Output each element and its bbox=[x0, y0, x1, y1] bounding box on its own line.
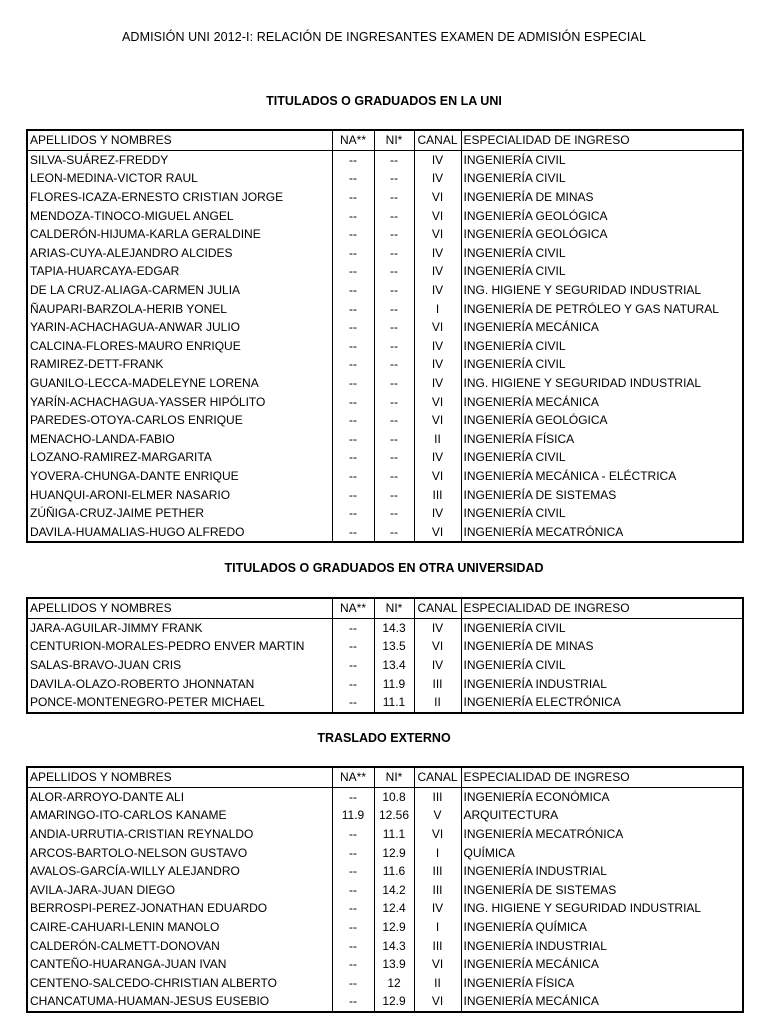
cell-esp: ING. HIGIENE Y SEGURIDAD INDUSTRIAL bbox=[463, 283, 702, 298]
cell-ni: 13.4 bbox=[374, 656, 414, 675]
column-header-name: APELLIDOS Y NOMBRES bbox=[27, 598, 332, 618]
cell-ni: 12.56 bbox=[374, 806, 414, 825]
table-row bbox=[27, 318, 743, 337]
cell-esp: INGENIERÍA GEOLÓGICA bbox=[463, 413, 608, 428]
cell-ni: 12.4 bbox=[374, 899, 414, 918]
cell-name: YOVERA-CHUNGA-DANTE ENRIQUE bbox=[27, 467, 332, 486]
cell-canal: I bbox=[414, 918, 461, 937]
table-row bbox=[27, 955, 743, 974]
cell-esp: QUÍMICA bbox=[463, 845, 515, 860]
cell-esp: INGENIERÍA INDUSTRIAL bbox=[463, 676, 607, 691]
cell-esp: INGENIERÍA FÍSICA bbox=[463, 975, 575, 990]
cell-esp: INGENIERÍA MECÁNICA bbox=[463, 957, 599, 972]
cell-canal: IV bbox=[414, 618, 461, 637]
cell-na: -- bbox=[332, 522, 374, 542]
section-title-traslado-externo: TRASLADO EXTERNO bbox=[317, 731, 451, 745]
cell-name: SILVA-SUÁREZ-FREDDY bbox=[27, 150, 332, 169]
table-row bbox=[27, 899, 743, 918]
cell-esp: INGENIERÍA DE MINAS bbox=[463, 639, 594, 654]
cell-name: RAMIREZ-DETT-FRANK bbox=[27, 355, 332, 374]
cell-na: -- bbox=[332, 244, 374, 263]
cell-ni: -- bbox=[374, 467, 414, 486]
cell-name: YARIN-ACHACHAGUA-ANWAR JULIO bbox=[27, 318, 332, 337]
table-row bbox=[27, 806, 743, 825]
cell-name: AVILA-JARA-JUAN DIEGO bbox=[27, 881, 332, 900]
cell-name: AVALOS-GARCÍA-WILLY ALEJANDRO bbox=[27, 862, 332, 881]
table-row bbox=[27, 881, 743, 900]
column-header-ni: NI* bbox=[374, 130, 414, 150]
cell-ni: 12 bbox=[374, 974, 414, 993]
cell-canal: IV bbox=[414, 504, 461, 523]
table-row bbox=[27, 656, 743, 675]
cell-ni: 10.8 bbox=[374, 787, 414, 806]
cell-canal: VI bbox=[414, 467, 461, 486]
cell-esp: INGENIERÍA DE SISTEMAS bbox=[463, 882, 617, 897]
cell-esp: INGENIERÍA CIVIL bbox=[463, 264, 566, 279]
cell-na: -- bbox=[332, 411, 374, 430]
table-row bbox=[27, 862, 743, 881]
table-row bbox=[27, 355, 743, 374]
cell-name: SALAS-BRAVO-JUAN CRIS bbox=[27, 656, 332, 675]
table-header-row bbox=[27, 767, 743, 787]
cell-canal: III bbox=[414, 936, 461, 955]
cell-esp: INGENIERÍA MECATRÓNICA bbox=[463, 524, 624, 539]
cell-na: -- bbox=[332, 936, 374, 955]
cell-ni: -- bbox=[374, 188, 414, 207]
cell-name: CENTENO-SALCEDO-CHRISTIAN ALBERTO bbox=[27, 974, 332, 993]
cell-canal: II bbox=[414, 974, 461, 993]
column-header-na: NA** bbox=[332, 598, 374, 618]
cell-esp: INGENIERÍA MECÁNICA bbox=[463, 320, 599, 335]
table-row bbox=[27, 448, 743, 467]
cell-na: -- bbox=[332, 337, 374, 356]
cell-name: DAVILA-HUAMALIAS-HUGO ALFREDO bbox=[27, 522, 332, 542]
column-header-name: APELLIDOS Y NOMBRES bbox=[27, 767, 332, 787]
cell-esp: INGENIERÍA MECATRÓNICA bbox=[463, 827, 624, 842]
cell-canal: III bbox=[414, 674, 461, 693]
cell-na: -- bbox=[332, 430, 374, 449]
column-header-canal: CANAL bbox=[414, 130, 461, 150]
cell-na: -- bbox=[332, 281, 374, 300]
cell-ni: -- bbox=[374, 262, 414, 281]
cell-ni: -- bbox=[374, 299, 414, 318]
table-header-row bbox=[27, 598, 743, 618]
cell-ni: 11.1 bbox=[374, 825, 414, 844]
column-header-esp: ESPECIALIDAD DE INGRESO bbox=[461, 130, 743, 150]
cell-name: YARÍN-ACHACHAGUA-YASSER HIPÓLITO bbox=[27, 392, 332, 411]
cell-canal: VI bbox=[414, 318, 461, 337]
cell-name: CHANCATUMA-HUAMAN-JESUS EUSEBIO bbox=[27, 992, 332, 1012]
cell-na: -- bbox=[332, 843, 374, 862]
column-header-name: APELLIDOS Y NOMBRES bbox=[27, 130, 332, 150]
table-row bbox=[27, 637, 743, 656]
cell-name: CAIRE-CAHUARI-LENIN MANOLO bbox=[27, 918, 332, 937]
cell-canal: I bbox=[414, 843, 461, 862]
cell-canal: IV bbox=[414, 244, 461, 263]
table-row bbox=[27, 787, 743, 806]
table-row bbox=[27, 337, 743, 356]
cell-esp: INGENIERÍA FÍSICA bbox=[463, 431, 575, 446]
cell-esp: INGENIERÍA INDUSTRIAL bbox=[463, 864, 607, 879]
cell-na: -- bbox=[332, 992, 374, 1012]
cell-esp: INGENIERÍA INDUSTRIAL bbox=[463, 938, 607, 953]
cell-name: LOZANO-RAMIREZ-MARGARITA bbox=[27, 448, 332, 467]
cell-canal: VI bbox=[414, 955, 461, 974]
cell-esp: INGENIERÍA CIVIL bbox=[463, 620, 566, 635]
cell-ni: -- bbox=[374, 169, 414, 188]
cell-esp: INGENIERÍA MECÁNICA bbox=[463, 394, 599, 409]
cell-esp: INGENIERÍA CIVIL bbox=[463, 152, 566, 167]
cell-name: JARA-AGUILAR-JIMMY FRANK bbox=[27, 618, 332, 637]
cell-canal: IV bbox=[414, 169, 461, 188]
cell-ni: -- bbox=[374, 281, 414, 300]
cell-ni: 11.6 bbox=[374, 862, 414, 881]
column-header-esp: ESPECIALIDAD DE INGRESO bbox=[461, 767, 743, 787]
cell-esp: INGENIERÍA CIVIL bbox=[463, 357, 566, 372]
cell-na: -- bbox=[332, 825, 374, 844]
cell-ni: -- bbox=[374, 392, 414, 411]
table-row bbox=[27, 992, 743, 1012]
table-row bbox=[27, 188, 743, 207]
column-header-na: NA** bbox=[332, 130, 374, 150]
cell-ni: -- bbox=[374, 355, 414, 374]
cell-canal: III bbox=[414, 485, 461, 504]
cell-name: GUANILO-LECCA-MADELEYNE LORENA bbox=[27, 374, 332, 393]
cell-na: 11.9 bbox=[332, 806, 374, 825]
table-row bbox=[27, 281, 743, 300]
cell-name: ARCOS-BARTOLO-NELSON GUSTAVO bbox=[27, 843, 332, 862]
table-row bbox=[27, 693, 743, 713]
cell-canal: IV bbox=[414, 448, 461, 467]
table-row bbox=[27, 485, 743, 504]
cell-na: -- bbox=[332, 618, 374, 637]
column-header-na: NA** bbox=[332, 767, 374, 787]
cell-ni: 13.5 bbox=[374, 637, 414, 656]
cell-name: ANDIA-URRUTIA-CRISTIAN REYNALDO bbox=[27, 825, 332, 844]
cell-name: HUANQUI-ARONI-ELMER NASARIO bbox=[27, 485, 332, 504]
table-row bbox=[27, 825, 743, 844]
cell-ni: -- bbox=[374, 318, 414, 337]
cell-esp: INGENIERÍA CIVIL bbox=[463, 658, 566, 673]
table-row bbox=[27, 504, 743, 523]
cell-name: AMARINGO-ITO-CARLOS KANAME bbox=[27, 806, 332, 825]
cell-esp: INGENIERÍA GEOLÓGICA bbox=[463, 208, 608, 223]
cell-name: DE LA CRUZ-ALIAGA-CARMEN JULIA bbox=[27, 281, 332, 300]
cell-ni: -- bbox=[374, 522, 414, 542]
cell-esp: INGENIERÍA CIVIL bbox=[463, 506, 566, 521]
table-row bbox=[27, 225, 743, 244]
column-header-ni: NI* bbox=[374, 598, 414, 618]
cell-canal: III bbox=[414, 787, 461, 806]
cell-na: -- bbox=[332, 262, 374, 281]
cell-name: BERROSPI-PEREZ-JONATHAN EDUARDO bbox=[27, 899, 332, 918]
cell-canal: IV bbox=[414, 337, 461, 356]
cell-name: PAREDES-OTOYA-CARLOS ENRIQUE bbox=[27, 411, 332, 430]
cell-ni: 12.9 bbox=[374, 843, 414, 862]
cell-canal: V bbox=[414, 806, 461, 825]
cell-ni: 14.3 bbox=[374, 936, 414, 955]
table-row bbox=[27, 974, 743, 993]
cell-name: CANTEÑO-HUARANGA-JUAN IVAN bbox=[27, 955, 332, 974]
cell-name: MENACHO-LANDA-FABIO bbox=[27, 430, 332, 449]
cell-na: -- bbox=[332, 899, 374, 918]
cell-canal: III bbox=[414, 862, 461, 881]
cell-canal: II bbox=[414, 430, 461, 449]
cell-esp: ARQUITECTURA bbox=[463, 808, 559, 823]
column-header-canal: CANAL bbox=[414, 767, 461, 787]
cell-ni: -- bbox=[374, 206, 414, 225]
column-header-canal: CANAL bbox=[414, 598, 461, 618]
cell-na: -- bbox=[332, 787, 374, 806]
cell-canal: IV bbox=[414, 150, 461, 169]
cell-canal: IV bbox=[414, 899, 461, 918]
cell-ni: -- bbox=[374, 411, 414, 430]
cell-name: MENDOZA-TINOCO-MIGUEL ANGEL bbox=[27, 206, 332, 225]
cell-name: CENTURION-MORALES-PEDRO ENVER MARTIN bbox=[27, 637, 332, 656]
table-row bbox=[27, 936, 743, 955]
table-row bbox=[27, 392, 743, 411]
cell-canal: IV bbox=[414, 262, 461, 281]
cell-esp: INGENIERÍA ELECTRÓNICA bbox=[463, 695, 621, 710]
cell-ni: -- bbox=[374, 225, 414, 244]
cell-esp: INGENIERÍA DE MINAS bbox=[463, 190, 594, 205]
cell-canal: VI bbox=[414, 992, 461, 1012]
table-row bbox=[27, 430, 743, 449]
cell-esp: INGENIERÍA CIVIL bbox=[463, 171, 566, 186]
table-row bbox=[27, 918, 743, 937]
cell-ni: 11.1 bbox=[374, 693, 414, 713]
cell-name: TAPIA-HUARCAYA-EDGAR bbox=[27, 262, 332, 281]
cell-na: -- bbox=[332, 392, 374, 411]
cell-na: -- bbox=[332, 862, 374, 881]
section-title-uni: TITULADOS O GRADUADOS EN LA UNI bbox=[266, 94, 502, 108]
table-row bbox=[27, 169, 743, 188]
cell-esp: ING. HIGIENE Y SEGURIDAD INDUSTRIAL bbox=[463, 901, 702, 916]
cell-esp: INGENIERÍA QUÍMICA bbox=[463, 920, 587, 935]
cell-ni: -- bbox=[374, 337, 414, 356]
column-header-esp: ESPECIALIDAD DE INGRESO bbox=[461, 598, 743, 618]
cell-na: -- bbox=[332, 225, 374, 244]
cell-ni: 13.9 bbox=[374, 955, 414, 974]
cell-esp: INGENIERÍA DE PETRÓLEO Y GAS NATURAL bbox=[463, 301, 719, 316]
cell-na: -- bbox=[332, 918, 374, 937]
cell-na: -- bbox=[332, 485, 374, 504]
table-row bbox=[27, 467, 743, 486]
cell-na: -- bbox=[332, 206, 374, 225]
table-row bbox=[27, 206, 743, 225]
cell-esp: INGENIERÍA DE SISTEMAS bbox=[463, 487, 617, 502]
cell-na: -- bbox=[332, 637, 374, 656]
cell-ni: -- bbox=[374, 374, 414, 393]
cell-na: -- bbox=[332, 150, 374, 169]
cell-esp: INGENIERÍA MECÁNICA bbox=[463, 994, 599, 1009]
cell-name: CALDERÓN-HIJUMA-KARLA GERALDINE bbox=[27, 225, 332, 244]
table-row bbox=[27, 262, 743, 281]
cell-ni: -- bbox=[374, 150, 414, 169]
cell-esp: INGENIERÍA CIVIL bbox=[463, 450, 566, 465]
cell-canal: III bbox=[414, 881, 461, 900]
cell-na: -- bbox=[332, 318, 374, 337]
cell-ni: 14.2 bbox=[374, 881, 414, 900]
cell-ni: 12.9 bbox=[374, 992, 414, 1012]
cell-name: CALDERÓN-CALMETT-DONOVAN bbox=[27, 936, 332, 955]
cell-name: ARIAS-CUYA-ALEJANDRO ALCIDES bbox=[27, 244, 332, 263]
cell-na: -- bbox=[332, 693, 374, 713]
cell-canal: VI bbox=[414, 392, 461, 411]
table-header-row bbox=[27, 130, 743, 150]
cell-na: -- bbox=[332, 467, 374, 486]
cell-na: -- bbox=[332, 974, 374, 993]
cell-na: -- bbox=[332, 656, 374, 675]
cell-na: -- bbox=[332, 374, 374, 393]
table-traslado-externo bbox=[26, 766, 744, 1013]
column-header-ni: NI* bbox=[374, 767, 414, 787]
cell-name: PONCE-MONTENEGRO-PETER MICHAEL bbox=[27, 693, 332, 713]
cell-canal: VI bbox=[414, 825, 461, 844]
cell-na: -- bbox=[332, 299, 374, 318]
cell-name: ALOR-ARROYO-DANTE ALI bbox=[27, 787, 332, 806]
cell-na: -- bbox=[332, 674, 374, 693]
table-otra-universidad bbox=[26, 597, 744, 714]
cell-na: -- bbox=[332, 955, 374, 974]
document-title: ADMISIÓN UNI 2012-I: RELACIÓN DE INGRESANTES EXAMEN DE ADMISIÓN ESPECIAL bbox=[122, 30, 646, 44]
cell-ni: -- bbox=[374, 504, 414, 523]
table-row bbox=[27, 522, 743, 542]
cell-esp: INGENIERÍA ECONÓMICA bbox=[463, 789, 610, 804]
cell-esp: INGENIERÍA CIVIL bbox=[463, 245, 566, 260]
cell-canal: IV bbox=[414, 281, 461, 300]
cell-esp: ING. HIGIENE Y SEGURIDAD INDUSTRIAL bbox=[463, 376, 702, 391]
cell-name: FLORES-ICAZA-ERNESTO CRISTIAN JORGE bbox=[27, 188, 332, 207]
cell-ni: -- bbox=[374, 430, 414, 449]
cell-na: -- bbox=[332, 448, 374, 467]
cell-esp: INGENIERÍA GEOLÓGICA bbox=[463, 227, 608, 242]
table-row bbox=[27, 244, 743, 263]
table-uni bbox=[26, 129, 744, 543]
cell-canal: IV bbox=[414, 355, 461, 374]
cell-canal: VI bbox=[414, 522, 461, 542]
cell-canal: VI bbox=[414, 188, 461, 207]
cell-esp: INGENIERÍA MECÁNICA - ELÉCTRICA bbox=[463, 468, 677, 483]
cell-canal: I bbox=[414, 299, 461, 318]
cell-na: -- bbox=[332, 881, 374, 900]
table-row bbox=[27, 299, 743, 318]
cell-canal: II bbox=[414, 693, 461, 713]
table-row bbox=[27, 374, 743, 393]
cell-canal: IV bbox=[414, 656, 461, 675]
cell-ni: -- bbox=[374, 448, 414, 467]
cell-ni: -- bbox=[374, 485, 414, 504]
cell-name: CALCINA-FLORES-MAURO ENRIQUE bbox=[27, 337, 332, 356]
table-row bbox=[27, 618, 743, 637]
cell-canal: VI bbox=[414, 206, 461, 225]
table-row bbox=[27, 411, 743, 430]
section-title-otra-universidad: TITULADOS O GRADUADOS EN OTRA UNIVERSIDAD bbox=[224, 561, 544, 575]
cell-canal: VI bbox=[414, 225, 461, 244]
cell-ni: -- bbox=[374, 244, 414, 263]
cell-canal: VI bbox=[414, 637, 461, 656]
cell-esp: INGENIERÍA CIVIL bbox=[463, 338, 566, 353]
cell-na: -- bbox=[332, 355, 374, 374]
cell-name: ZÚÑIGA-CRUZ-JAIME PETHER bbox=[27, 504, 332, 523]
cell-name: DAVILA-OLAZO-ROBERTO JHONNATAN bbox=[27, 674, 332, 693]
cell-name: LEON-MEDINA-VICTOR RAUL bbox=[27, 169, 332, 188]
cell-canal: IV bbox=[414, 374, 461, 393]
table-row bbox=[27, 150, 743, 169]
table-row bbox=[27, 843, 743, 862]
table-row bbox=[27, 674, 743, 693]
cell-ni: 12.9 bbox=[374, 918, 414, 937]
cell-name: ÑAUPARI-BARZOLA-HERIB YONEL bbox=[27, 299, 332, 318]
cell-ni: 14.3 bbox=[374, 618, 414, 637]
cell-na: -- bbox=[332, 188, 374, 207]
cell-na: -- bbox=[332, 504, 374, 523]
cell-na: -- bbox=[332, 169, 374, 188]
cell-ni: 11.9 bbox=[374, 674, 414, 693]
cell-canal: VI bbox=[414, 411, 461, 430]
